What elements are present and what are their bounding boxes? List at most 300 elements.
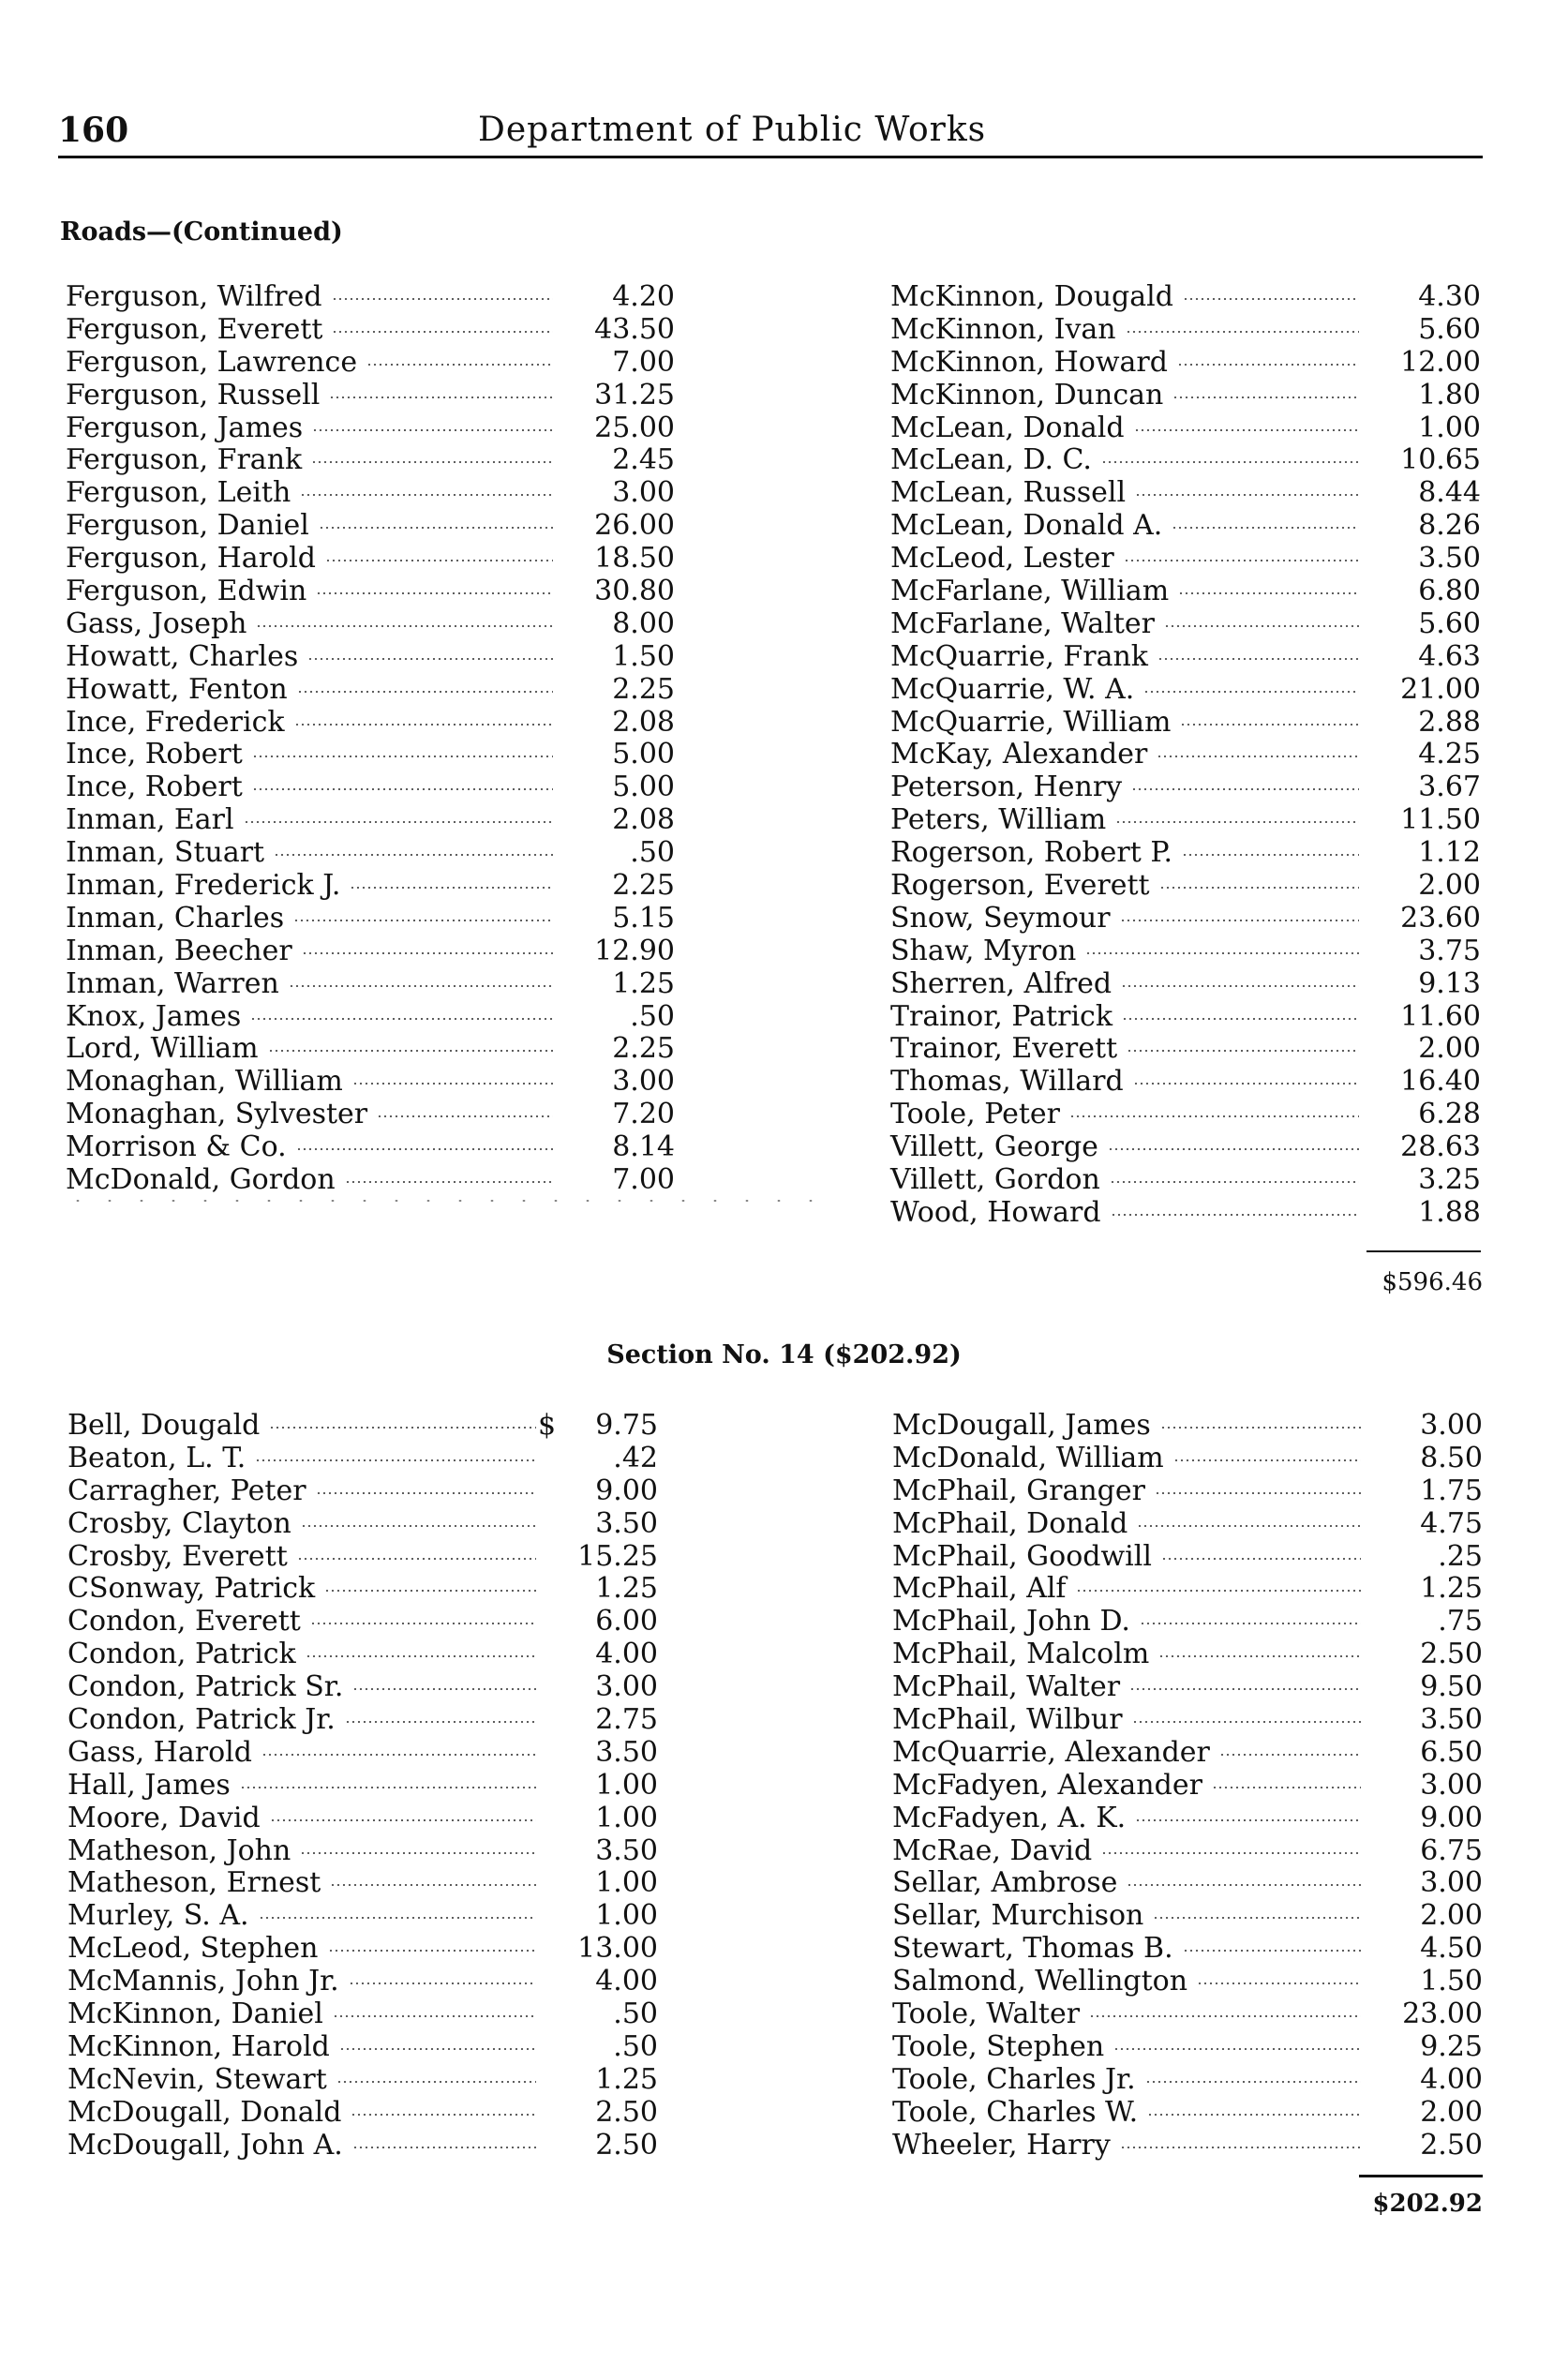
- payee-name: Ince, Frederick: [66, 705, 285, 739]
- list-item: [892, 1737, 1483, 1770]
- amount: 4.00: [1420, 2062, 1483, 2096]
- list-item: [67, 1900, 658, 1933]
- section-title: Section No. 14 ($202.92): [606, 1340, 962, 1369]
- list-item: [890, 347, 1481, 380]
- leader-dots: [1122, 1018, 1359, 1020]
- payee-name: Rogerson, Robert P.: [890, 836, 1172, 870]
- amount: 6.75: [1420, 1833, 1483, 1867]
- amount: 4.25: [1418, 738, 1481, 771]
- leader-dots: [1135, 494, 1359, 496]
- list-item: [892, 1671, 1483, 1704]
- amount: 4.50: [1420, 1932, 1483, 1966]
- list-item: [67, 1867, 658, 1900]
- leader-dots: [328, 1950, 536, 1952]
- payee-name: Rogerson, Everett: [890, 869, 1150, 903]
- payee-name: McDougall, John A.: [67, 2128, 343, 2162]
- leader-dots: [270, 1819, 536, 1821]
- payee-name: Salmond, Wellington: [892, 1965, 1188, 1998]
- list-item: [890, 935, 1481, 968]
- amount: 1.00: [595, 1768, 658, 1802]
- list-item: [67, 1835, 658, 1868]
- leader-dots: [1110, 1181, 1359, 1183]
- leader-dots: [307, 658, 553, 660]
- payee-name: McFarlane, William: [890, 575, 1170, 608]
- list-item: [890, 510, 1481, 543]
- list-item: [66, 510, 675, 543]
- list-item: [890, 412, 1481, 445]
- leader-dots: [306, 1655, 536, 1657]
- list-item: [892, 1867, 1483, 1900]
- payee-name: Sellar, Ambrose: [892, 1866, 1118, 1900]
- list-item: [67, 1638, 658, 1671]
- list-item: [67, 2097, 658, 2130]
- list-item: [890, 903, 1481, 935]
- amount: 3.50: [1420, 1703, 1483, 1737]
- list-item: [67, 1770, 658, 1803]
- amount: 9.25: [1420, 2029, 1483, 2063]
- payee-name: McQuarrie, Alexander: [892, 1735, 1210, 1769]
- list-item: [890, 1033, 1481, 1066]
- list-item: [67, 2130, 658, 2162]
- leader-dots: [1101, 461, 1359, 463]
- amount: 5.60: [1418, 606, 1481, 640]
- payee-name: Toole, Charles Jr.: [892, 2062, 1136, 2096]
- amount: 1.75: [1420, 1474, 1483, 1507]
- list-item: [67, 1704, 658, 1737]
- list-item: [66, 903, 675, 935]
- payee-name: Villett, George: [890, 1130, 1098, 1164]
- amount: 43.50: [594, 312, 675, 346]
- list-item: [66, 641, 675, 674]
- leader-dots: [1120, 920, 1359, 921]
- list-item: [892, 1770, 1483, 1803]
- list-item: [890, 380, 1481, 412]
- list-item: [890, 1197, 1481, 1230]
- leader-dots: [1108, 1148, 1359, 1150]
- list-item: [66, 347, 675, 380]
- payee-name: Shaw, Myron: [890, 934, 1077, 967]
- list-item: [66, 837, 675, 870]
- leader-dots: [297, 691, 553, 693]
- payee-name: Ferguson, Edwin: [66, 575, 307, 608]
- amount: 2.08: [612, 803, 675, 837]
- payee-name: McPhail, John D.: [892, 1605, 1130, 1638]
- amount: 9.75: [595, 1409, 658, 1442]
- leader-dots: [1137, 1525, 1361, 1527]
- payee-name: Villett, Gordon: [890, 1163, 1100, 1197]
- list-item: [890, 804, 1481, 837]
- leader-dots: [350, 887, 553, 889]
- payee-name: Beaton, L. T.: [67, 1441, 246, 1474]
- amount: 12.00: [1400, 345, 1481, 379]
- list-item: [892, 1835, 1483, 1868]
- payee-name: Trainor, Patrick: [890, 999, 1113, 1033]
- amount: 1.25: [612, 966, 675, 1000]
- leader-dots: [261, 1754, 536, 1756]
- leader-dots: [1164, 625, 1359, 627]
- amount: 4.00: [595, 1965, 658, 1998]
- list-item: [892, 1900, 1483, 1933]
- payee-name: Gass, Harold: [67, 1735, 252, 1769]
- payee-name: Condon, Everett: [67, 1605, 301, 1638]
- payee-name: Inman, Charles: [66, 901, 285, 935]
- payee-name: Ince, Robert: [66, 771, 243, 804]
- amount: 2.45: [612, 443, 675, 477]
- amount: 2.50: [1420, 2128, 1483, 2162]
- payee-name: McKinnon, Duncan: [890, 378, 1164, 411]
- leader-dots: [332, 331, 553, 333]
- amount: 9.00: [1420, 1801, 1483, 1834]
- amount: 30.80: [594, 575, 675, 608]
- list-item: [890, 870, 1481, 903]
- list-item: [66, 707, 675, 740]
- payee-name: McDougall, Donald: [67, 2095, 342, 2129]
- amount: 3.00: [612, 1065, 675, 1099]
- amount: 1.00: [595, 1899, 658, 1933]
- amount: 5.60: [1418, 312, 1481, 346]
- payee-name: Ferguson, Lawrence: [66, 345, 358, 379]
- amount: 6.80: [1418, 575, 1481, 608]
- amount: 3.50: [595, 1735, 658, 1769]
- leader-dots: [1131, 788, 1359, 790]
- amount: 2.88: [1418, 705, 1481, 739]
- amount: 7.20: [612, 1098, 675, 1131]
- payee-name: McKinnon, Ivan: [890, 312, 1116, 346]
- list-item: [892, 2130, 1483, 2162]
- list-item: [892, 2064, 1483, 2097]
- amount: 2.50: [595, 2095, 658, 2129]
- leader-dots: [366, 364, 553, 366]
- leader-dots: [312, 429, 553, 431]
- leader-dots: [1172, 527, 1359, 529]
- leader-dots: [1133, 1083, 1359, 1085]
- payee-name: Ferguson, Harold: [66, 542, 316, 576]
- amount: 1.25: [1420, 1572, 1483, 1606]
- list-item: [66, 935, 675, 968]
- payee-name: McPhail, Donald: [892, 1506, 1128, 1540]
- leader-dots: [269, 1427, 536, 1429]
- payee-name: Howatt, Fenton: [66, 672, 288, 706]
- amount: 2.50: [1420, 1638, 1483, 1671]
- amount: 1.00: [595, 1801, 658, 1834]
- leader-dots: [1113, 2048, 1361, 2050]
- leader-dots: [316, 592, 553, 594]
- leader-dots: [294, 724, 553, 726]
- amount: 2.50: [595, 2128, 658, 2162]
- payee-name: Thomas, Willard: [890, 1065, 1124, 1099]
- amount: 18.50: [594, 542, 675, 576]
- amount: 26.00: [594, 509, 675, 543]
- amount: .50: [613, 2029, 658, 2063]
- amount: 4.63: [1418, 639, 1481, 673]
- payee-name: Inman, Beecher: [66, 934, 292, 967]
- leader-dots: [333, 2015, 536, 2017]
- list-item: [66, 281, 675, 314]
- leader-dots: [1132, 1721, 1361, 1723]
- payee-name: Toole, Stephen: [892, 2029, 1105, 2063]
- payee-name: McKinnon, Howard: [890, 345, 1168, 379]
- leader-dots: [325, 560, 553, 561]
- amount: .25: [1438, 1539, 1483, 1573]
- list-item: [66, 968, 675, 1001]
- list-item: [892, 1475, 1483, 1508]
- payee-name: Hall, James: [67, 1768, 231, 1802]
- leader-dots: [1101, 1852, 1361, 1854]
- list-item: [890, 739, 1481, 771]
- list-item: [67, 1410, 658, 1443]
- payee-name: Wood, Howard: [890, 1195, 1101, 1229]
- list-item: [67, 1475, 658, 1508]
- list-item: [892, 2097, 1483, 2130]
- amount: 1.12: [1418, 836, 1481, 870]
- payee-name: McKinnon, Dougald: [890, 280, 1173, 313]
- list-item: [890, 674, 1481, 707]
- leader-dots: [345, 1721, 536, 1723]
- payee-name: Condon, Patrick Sr.: [67, 1670, 344, 1704]
- list-item: [890, 641, 1481, 674]
- leader-dots: [297, 1558, 536, 1560]
- leader-dots: [1177, 364, 1359, 366]
- payee-name: Inman, Frederick J.: [66, 869, 341, 903]
- list-item: [892, 2031, 1483, 2064]
- list-item: [67, 1737, 658, 1770]
- payee-name: McPhail, Wilbur: [892, 1703, 1123, 1737]
- payee-name: McPhail, Walter: [892, 1670, 1121, 1704]
- payee-name: Gass, Joseph: [66, 606, 247, 640]
- payee-name: Crosby, Clayton: [67, 1506, 291, 1540]
- leader-dots: [1069, 1115, 1359, 1117]
- payee-name: Morrison & Co.: [66, 1130, 287, 1164]
- list-item: [67, 1803, 658, 1835]
- amount: 11.60: [1400, 999, 1481, 1033]
- section2-left-column: [67, 1410, 658, 2162]
- list-item: [67, 1933, 658, 1966]
- list-item: [66, 739, 675, 771]
- amount: 3.00: [1420, 1768, 1483, 1802]
- payee-name: Lord, William: [66, 1032, 259, 1066]
- list-item: [892, 1573, 1483, 1606]
- payee-name: Bell, Dougald: [67, 1409, 261, 1442]
- leader-dots: [1180, 724, 1359, 726]
- payee-name: Peters, William: [890, 803, 1107, 837]
- amount: 9.50: [1420, 1670, 1483, 1704]
- leader-dots: [316, 1492, 536, 1494]
- list-item: [67, 1966, 658, 1998]
- payee-name: McPhail, Goodwill: [892, 1539, 1152, 1573]
- amount: 13.00: [577, 1932, 658, 1966]
- list-item: [66, 608, 675, 641]
- payee-name: McLean, Donald A.: [890, 509, 1163, 543]
- payee-name: Knox, James: [66, 999, 242, 1033]
- payee-name: Sherren, Alfred: [890, 966, 1113, 1000]
- list-item: [66, 314, 675, 347]
- amount: 8.26: [1418, 509, 1481, 543]
- payee-name: Howatt, Charles: [66, 639, 299, 673]
- payee-name: Inman, Stuart: [66, 836, 265, 870]
- page-title: Department of Public Works: [478, 111, 987, 149]
- leader-dots: [1182, 854, 1359, 856]
- payee-name: Stewart, Thomas B.: [892, 1932, 1173, 1966]
- payee-name: McPhail, Alf: [892, 1572, 1067, 1606]
- list-item: [890, 1099, 1481, 1131]
- payee-name: Condon, Patrick: [67, 1638, 296, 1671]
- list-item: [67, 1508, 658, 1541]
- amount: 8.14: [612, 1130, 675, 1164]
- list-item: [890, 608, 1481, 641]
- amount: 4.20: [612, 280, 675, 313]
- list-item: [66, 1001, 675, 1034]
- list-item: [890, 837, 1481, 870]
- payee-name: Wheeler, Harry: [892, 2128, 1111, 2162]
- leader-dots: [352, 1083, 553, 1085]
- payee-name: McQuarrie, Frank: [890, 639, 1148, 673]
- list-item: [67, 1541, 658, 1574]
- list-item: [67, 1443, 658, 1475]
- payee-name: Ince, Robert: [66, 738, 243, 771]
- leader-dots: [250, 1018, 553, 1020]
- leader-dots: [352, 1688, 536, 1690]
- leader-dots: [259, 1917, 536, 1919]
- leader-dots: [377, 1115, 553, 1117]
- amount: 6.50: [1420, 1735, 1483, 1769]
- payee-name: Ferguson, Leith: [66, 476, 291, 510]
- amount: .75: [1438, 1605, 1483, 1638]
- list-item: [66, 674, 675, 707]
- leader-dots: [300, 494, 553, 496]
- leader-dots: [1161, 1558, 1361, 1560]
- list-item: [890, 968, 1481, 1001]
- amount: 23.00: [1402, 1997, 1483, 2031]
- payee-name: Matheson, John: [67, 1833, 291, 1867]
- list-item: [66, 1164, 675, 1197]
- amount: 9.13: [1418, 966, 1481, 1000]
- payee-name: Toole, Charles W.: [892, 2095, 1139, 2129]
- amount: .50: [630, 999, 675, 1033]
- list-item: [890, 543, 1481, 576]
- amount: 11.50: [1400, 803, 1481, 837]
- leader-dots: [1145, 2081, 1361, 2083]
- leader-dots: [274, 854, 553, 856]
- amount: 1.25: [595, 2062, 658, 2096]
- amount: 3.75: [1418, 934, 1481, 967]
- leader-dots: [1115, 821, 1359, 823]
- leader-dots: [1183, 298, 1359, 300]
- payee-name: McDougall, James: [892, 1409, 1151, 1442]
- page-header: [58, 111, 1483, 157]
- payee-name: McFarlane, Walter: [890, 606, 1156, 640]
- leader-dots: [1158, 1655, 1361, 1657]
- leader-dots: [1135, 1819, 1361, 1821]
- payee-name: Toole, Walter: [892, 1997, 1081, 2031]
- leader-dots: [339, 2048, 536, 2050]
- dollar-sign: $: [538, 1409, 557, 1442]
- leader-dots: [1153, 1917, 1361, 1919]
- amount: 2.75: [595, 1703, 658, 1737]
- amount: 2.08: [612, 705, 675, 739]
- payee-name: Toole, Peter: [890, 1098, 1060, 1131]
- amount: 23.60: [1400, 901, 1481, 935]
- list-item: [66, 870, 675, 903]
- amount: 3.25: [1418, 1163, 1481, 1197]
- amount: 6.28: [1418, 1098, 1481, 1131]
- leader-dots: [300, 1852, 536, 1854]
- amount: 2.00: [1418, 869, 1481, 903]
- list-item: [67, 2064, 658, 2097]
- header-rule: [58, 156, 1483, 158]
- list-item: [66, 1066, 675, 1099]
- payee-name: Crosby, Everett: [67, 1539, 288, 1573]
- amount: 3.00: [612, 476, 675, 510]
- leader-dots: [1183, 1950, 1361, 1952]
- payee-name: Condon, Patrick Jr.: [67, 1703, 336, 1737]
- leader-dots: [351, 2114, 536, 2116]
- list-item: [66, 804, 675, 837]
- list-item: [890, 477, 1481, 510]
- leader-dots: [1111, 1214, 1359, 1216]
- payee-name: Murley, S. A.: [67, 1899, 249, 1933]
- list-item: [890, 1131, 1481, 1164]
- amount: 3.00: [595, 1670, 658, 1704]
- payee-name: Ferguson, Frank: [66, 443, 303, 477]
- amount: 4.00: [595, 1638, 658, 1671]
- dotted-separator: [62, 1200, 840, 1202]
- leader-dots: [252, 756, 553, 757]
- leader-dots: [1134, 429, 1359, 431]
- list-item: [892, 1410, 1483, 1443]
- leader-dots: [1089, 2015, 1361, 2017]
- payee-name: Ferguson, Daniel: [66, 509, 309, 543]
- amount: 1.80: [1418, 378, 1481, 411]
- amount: 3.67: [1418, 771, 1481, 804]
- list-item: [67, 2031, 658, 2064]
- leader-dots: [296, 1148, 553, 1150]
- leader-dots: [1124, 560, 1359, 561]
- amount: 31.25: [594, 378, 675, 411]
- leader-dots: [1140, 1623, 1361, 1624]
- leader-dots: [301, 1525, 536, 1527]
- amount: 1.00: [595, 1866, 658, 1900]
- amount: 2.25: [612, 1032, 675, 1066]
- payee-name: McNevin, Stewart: [67, 2062, 327, 2096]
- list-item: [66, 771, 675, 804]
- payee-name: Matheson, Ernest: [67, 1866, 321, 1900]
- amount: 7.00: [612, 345, 675, 379]
- leader-dots: [1120, 2147, 1361, 2148]
- payee-name: Monaghan, William: [66, 1065, 343, 1099]
- leader-dots: [310, 1623, 536, 1624]
- leader-dots: [293, 920, 553, 921]
- leader-dots: [1172, 396, 1359, 398]
- amount: 5.00: [612, 738, 675, 771]
- leader-dots: [244, 821, 553, 823]
- payee-name: Ferguson, Russell: [66, 378, 321, 411]
- amount: .42: [613, 1441, 658, 1474]
- leader-dots: [1157, 658, 1359, 660]
- list-item: [890, 314, 1481, 347]
- section1-total-rule: [1366, 1250, 1481, 1252]
- list-item: [892, 1803, 1483, 1835]
- list-item: [66, 412, 675, 445]
- leader-dots: [268, 1050, 553, 1052]
- payee-name: Trainor, Everett: [890, 1032, 1118, 1066]
- list-item: [892, 1606, 1483, 1638]
- amount: 1.50: [1420, 1965, 1483, 1998]
- amount: 1.00: [1418, 411, 1481, 444]
- list-item: [890, 444, 1481, 477]
- leader-dots: [1157, 756, 1359, 757]
- leader-dots: [1219, 1754, 1361, 1756]
- leader-dots: [1127, 1884, 1361, 1886]
